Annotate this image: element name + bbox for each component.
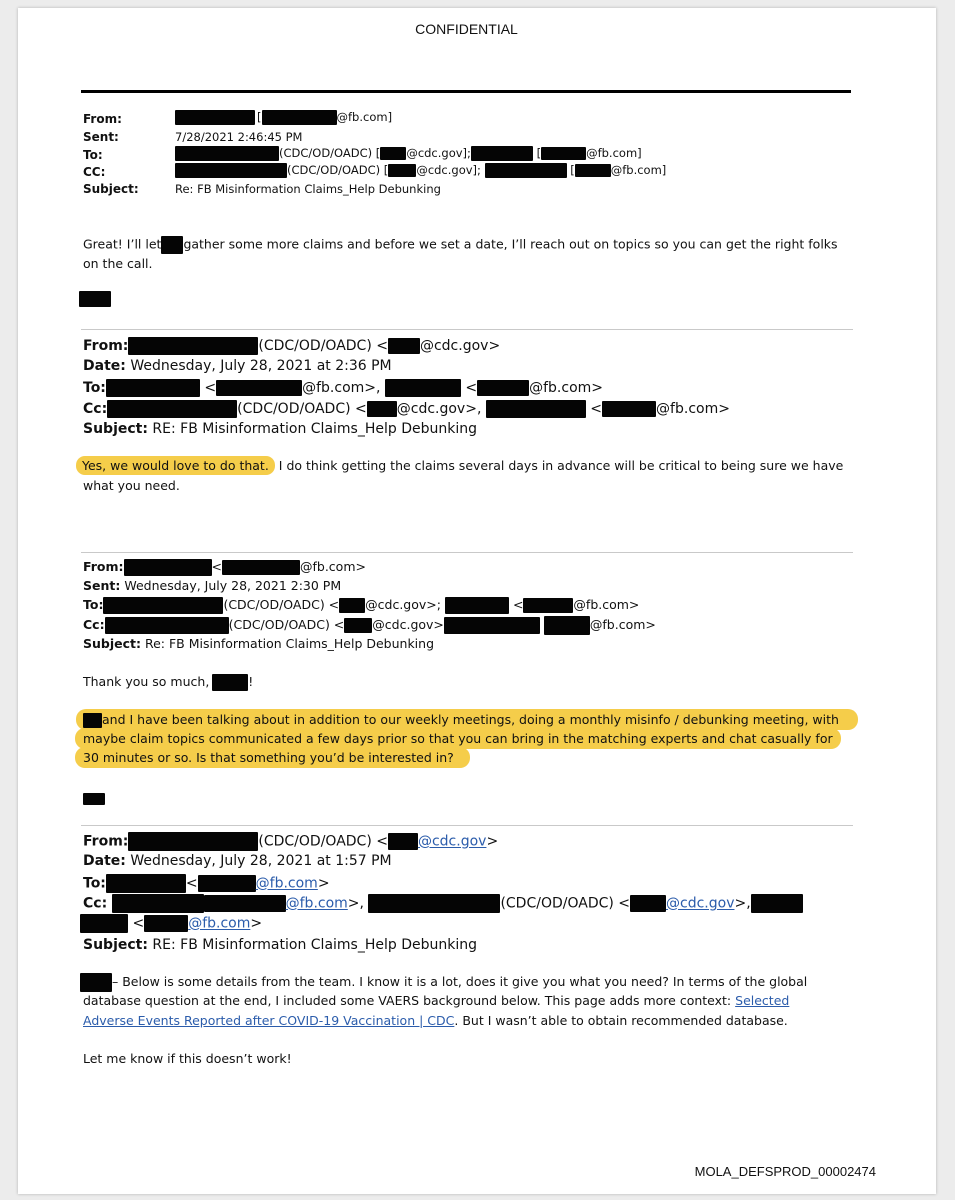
redaction (380, 147, 406, 160)
email1-from-email: @fb.com] (336, 110, 393, 124)
redaction (80, 973, 112, 992)
redaction (112, 894, 204, 913)
redaction (106, 874, 186, 893)
document-page (18, 8, 936, 1194)
email2-from-line: From: (CDC/OD/OADC) < @cdc.gov> (83, 338, 501, 354)
email2-subject-line: Subject: RE: FB Misinformation Claims_Help Debunking (83, 421, 477, 437)
header-rule (81, 90, 851, 93)
redaction (107, 400, 237, 418)
redaction (751, 894, 803, 913)
redaction (471, 146, 533, 161)
email3-highlight-line2: maybe claim topics communicated a few days prior so that you can bring in the matching experts and chat casually for (83, 731, 833, 746)
redaction (83, 713, 102, 728)
email4-date-line: Date: Wednesday, July 28, 2021 at 1:57 PM (83, 853, 392, 869)
redaction (262, 110, 337, 125)
redaction (485, 163, 567, 178)
email4-cc-fb-email-link[interactable]: @fb.com (285, 895, 348, 912)
redaction (175, 163, 287, 178)
redaction (106, 379, 200, 397)
email3-highlight-line1: and I have been talking about in addition to our weekly meetings, doing a monthly misinfo / debunking meeting, with (83, 712, 839, 728)
email1-from-line: [ @fb.com] (175, 110, 392, 125)
email4-to-email-link[interactable]: @fb.com (255, 875, 318, 892)
email4-from-line: From: (CDC/OD/OADC) < @cdc.gov> (83, 833, 499, 850)
email2-date-line: Date: Wednesday, July 28, 2021 at 2:36 PM (83, 358, 392, 374)
email4-body-line2: database question at the end, I included some VAERS background below. This page adds more context: Selected (83, 993, 790, 1008)
email4-body-line1: – Below is some details from the team. I know it is a lot, does it give you what you need? In terms of the global (80, 973, 807, 992)
redaction (477, 380, 529, 396)
redaction (204, 895, 286, 912)
redaction (445, 597, 509, 614)
redaction (541, 147, 586, 160)
email2-body-line1: Yes, we would love to do that. I do think getting the claims several days in advance will be critical to being sure we have (76, 458, 843, 473)
email1-to-line: (CDC/OD/OADC) [ @cdc.gov]; [ @fb.com] (175, 146, 642, 161)
redaction (575, 164, 611, 177)
email3-thanks-line: Thank you so much, ! (83, 674, 254, 689)
email1-subject-label: Subject: (83, 182, 139, 196)
redaction (486, 400, 586, 418)
redaction (222, 560, 300, 575)
redaction (388, 833, 418, 850)
redaction (388, 338, 420, 354)
redaction (523, 598, 573, 613)
redaction (161, 236, 183, 254)
vaers-link-part2[interactable]: Adverse Events Reported after COVID-19 Vaccination | CDC (83, 1013, 455, 1028)
separator (81, 552, 853, 553)
redaction (175, 110, 255, 125)
email1-signature-redaction (79, 290, 111, 308)
confidential-header: CONFIDENTIAL (415, 21, 518, 37)
redaction (198, 875, 256, 892)
redaction (128, 337, 258, 355)
redaction (368, 894, 500, 913)
redaction (367, 401, 397, 417)
email3-from-line: From: < @fb.com> (83, 559, 366, 574)
email1-subject-value: Re: FB Misinformation Claims_Help Debunking (175, 182, 441, 196)
email2-body-line2: what you need. (83, 478, 180, 493)
redaction (385, 379, 461, 397)
email1-body-line1: Great! I’ll let gather some more claims and before we set a date, I’ll reach out on topics so you can get the right folks (83, 236, 838, 254)
email2-to-line: To: < @fb.com>, < @fb.com> (83, 380, 604, 396)
vaers-link-part1[interactable]: Selected (735, 993, 790, 1008)
email4-cc-cdc-email-link[interactable]: @cdc.gov (666, 895, 735, 912)
email3-to-line: To: (CDC/OD/OADC) < @cdc.gov>; < @fb.com> (83, 597, 640, 612)
redaction (212, 674, 248, 691)
email1-sent-value: 7/28/2021 2:46:45 PM (175, 130, 303, 144)
redaction (388, 164, 416, 177)
email4-cc-line: Cc: @fb.com>, (CDC/OD/OADC) < @cdc.gov>, (83, 894, 803, 913)
redaction (630, 895, 666, 912)
redaction (144, 915, 188, 932)
email4-body-line3: Adverse Events Reported after COVID-19 Vaccination | CDC. But I wasn’t able to obtain recommended database. (83, 1013, 788, 1028)
redaction (175, 146, 279, 161)
email1-from-label: From: (83, 112, 122, 126)
redaction (444, 617, 540, 634)
email4-closing: Let me know if this doesn’t work! (83, 1051, 292, 1066)
email3-cc-line: Cc: (CDC/OD/OADC) < @cdc.gov> @fb.com> (83, 616, 656, 635)
redaction (103, 597, 223, 614)
redaction (105, 617, 229, 634)
email3-sent-line: Sent: Wednesday, July 28, 2021 2:30 PM (83, 578, 342, 593)
highlighted-text: Yes, we would love to do that. (76, 456, 275, 475)
email4-cc2-email-link[interactable]: @fb.com (188, 915, 251, 932)
redaction (602, 401, 656, 417)
email1-cc-line: (CDC/OD/OADC) [ @cdc.gov]; [ @fb.com] (175, 163, 666, 178)
redaction (344, 618, 372, 633)
redaction (339, 598, 365, 613)
email1-to-label: To: (83, 148, 103, 162)
separator (81, 329, 853, 330)
bates-number: MOLA_DEFSPROD_00002474 (694, 1164, 876, 1179)
email1-body-line2: on the call. (83, 256, 153, 271)
email4-cc-line2: < @fb.com> (80, 914, 262, 933)
email2-cc-line: Cc: (CDC/OD/OADC) < @cdc.gov>, < @fb.com> (83, 401, 730, 417)
email3-signature-redaction (83, 790, 105, 808)
email4-from-email-link[interactable]: @cdc.gov (417, 833, 487, 850)
email1-sent-label: Sent: (83, 130, 119, 144)
separator (81, 825, 853, 826)
redaction (544, 616, 590, 635)
email4-subject-line: Subject: RE: FB Misinformation Claims_Help Debunking (83, 937, 477, 953)
redaction (128, 832, 258, 851)
email3-highlight-line3: 30 minutes or so. Is that something you’d be interested in? (83, 750, 454, 765)
email4-to-line: To: < @fb.com> (83, 875, 330, 892)
email3-subject-line: Subject: Re: FB Misinformation Claims_Help Debunking (83, 636, 435, 651)
email1-cc-label: CC: (83, 165, 106, 179)
redaction (216, 380, 302, 396)
redaction (80, 914, 128, 933)
redaction (124, 559, 212, 576)
